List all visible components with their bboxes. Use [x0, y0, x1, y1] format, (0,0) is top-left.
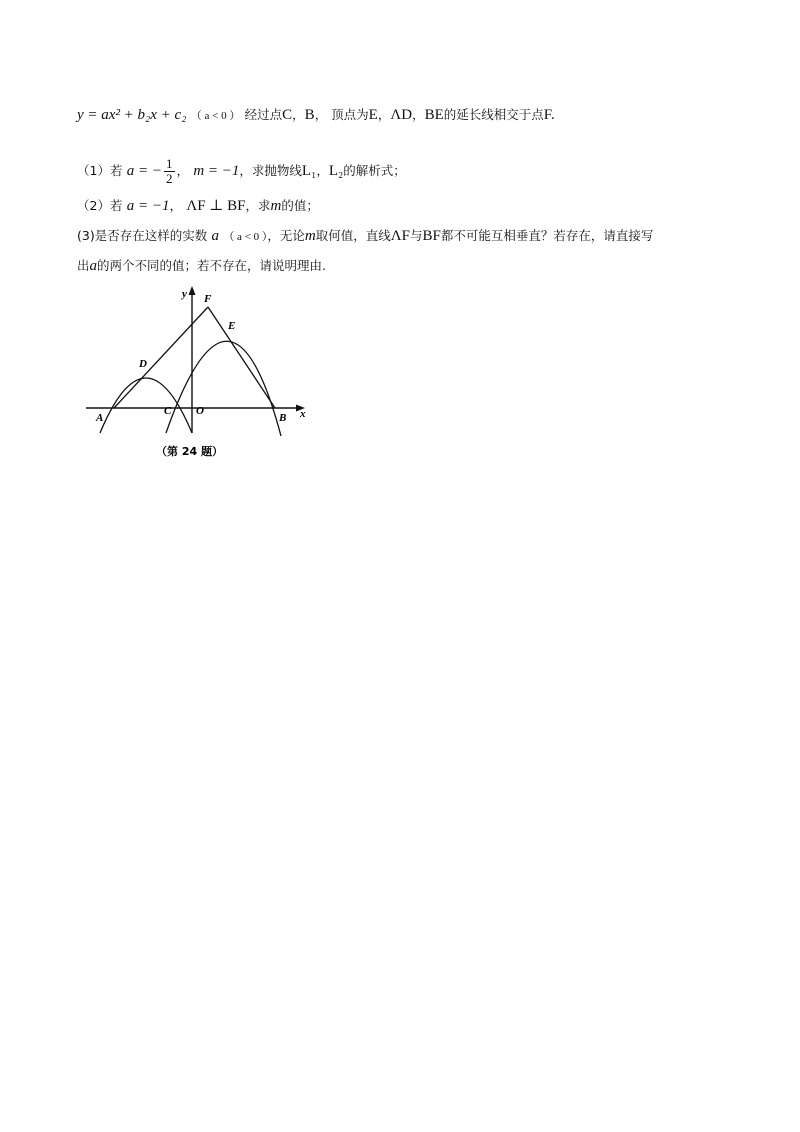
- a-value: a = −: [126, 163, 162, 179]
- text: 的延长线相交于点: [443, 107, 544, 122]
- line-bf: BF: [422, 228, 441, 244]
- problem-statement-line: [77, 105, 555, 126]
- parabola-l1: L₁: [301, 163, 317, 179]
- text: ，: [316, 163, 329, 178]
- line-bef: [208, 307, 275, 408]
- question-1-number: （1）若: [77, 163, 123, 178]
- segment-be: BE: [424, 107, 444, 123]
- fraction-numerator: 1: [166, 156, 173, 171]
- parabola-l1-curve: [100, 378, 192, 433]
- fraction-one-half: [164, 157, 175, 186]
- text: ，求: [245, 198, 271, 213]
- question-3-continued: [77, 256, 326, 276]
- label-c: C: [164, 405, 172, 417]
- parabola-l2: L₂: [328, 163, 344, 179]
- text: ，无论: [267, 228, 305, 243]
- parabola-formula: y = ax² + b₂x + c₂: [77, 107, 187, 123]
- a-value: a = −1: [126, 198, 170, 214]
- text: ，: [412, 107, 425, 122]
- fraction-denominator: 2: [166, 171, 173, 186]
- text: .: [550, 107, 555, 123]
- label-d: D: [139, 358, 147, 370]
- label-b: B: [279, 412, 287, 424]
- m-value: m = −1: [193, 163, 240, 179]
- question-1: [77, 157, 406, 186]
- text: ，求抛物线: [239, 163, 302, 178]
- label-e: E: [228, 320, 236, 332]
- text: ，: [292, 107, 305, 122]
- m-variable: m: [270, 198, 282, 214]
- point-c: C: [282, 107, 293, 123]
- label-o: O: [196, 405, 204, 417]
- text: 经过点: [244, 107, 283, 122]
- point-f: F: [543, 107, 551, 123]
- a-variable: a: [89, 258, 98, 274]
- text: 都不可能互相垂直？若存在，请直接写: [440, 228, 654, 243]
- line-af: ΛF: [390, 228, 410, 244]
- text: ， 顶点为: [314, 107, 369, 122]
- condition-text: （ a < 0 ）: [190, 110, 241, 122]
- label-a: A: [96, 412, 104, 424]
- question-3: [77, 226, 653, 247]
- perpendicular-condition: ΛF ⊥ BF: [186, 198, 246, 214]
- text: 的值；: [281, 198, 319, 213]
- point-b: B: [304, 107, 315, 123]
- question-2: [77, 196, 319, 216]
- text: 的两个不同的值；若不存在，请说明理由.: [97, 258, 326, 273]
- label-f: F: [204, 293, 212, 305]
- condition-text: （ a < 0 ）: [223, 231, 268, 243]
- parabola-figure: [86, 283, 326, 463]
- m-variable: m: [304, 228, 316, 244]
- label-x: x: [300, 408, 306, 420]
- text: ，: [176, 163, 190, 178]
- text: 取何值，直线: [315, 228, 391, 243]
- text: 的解析式；: [343, 163, 406, 178]
- text: ，: [169, 198, 183, 213]
- a-variable: a: [211, 228, 220, 244]
- parabola-l2-curve: [166, 341, 281, 436]
- y-axis-arrow: [189, 286, 196, 295]
- point-e: E: [368, 107, 378, 123]
- text: 出: [77, 258, 90, 273]
- line-adf: [114, 307, 208, 408]
- text: 与: [410, 228, 423, 243]
- text: ，: [377, 107, 391, 122]
- question-2-number: （2）若: [77, 198, 123, 213]
- label-y: y: [182, 288, 187, 300]
- figure-caption: （第 24 题）: [156, 445, 223, 458]
- question-3-number: (3)是否存在这样的实数: [77, 228, 208, 243]
- segment-ad: ΛD: [390, 107, 413, 123]
